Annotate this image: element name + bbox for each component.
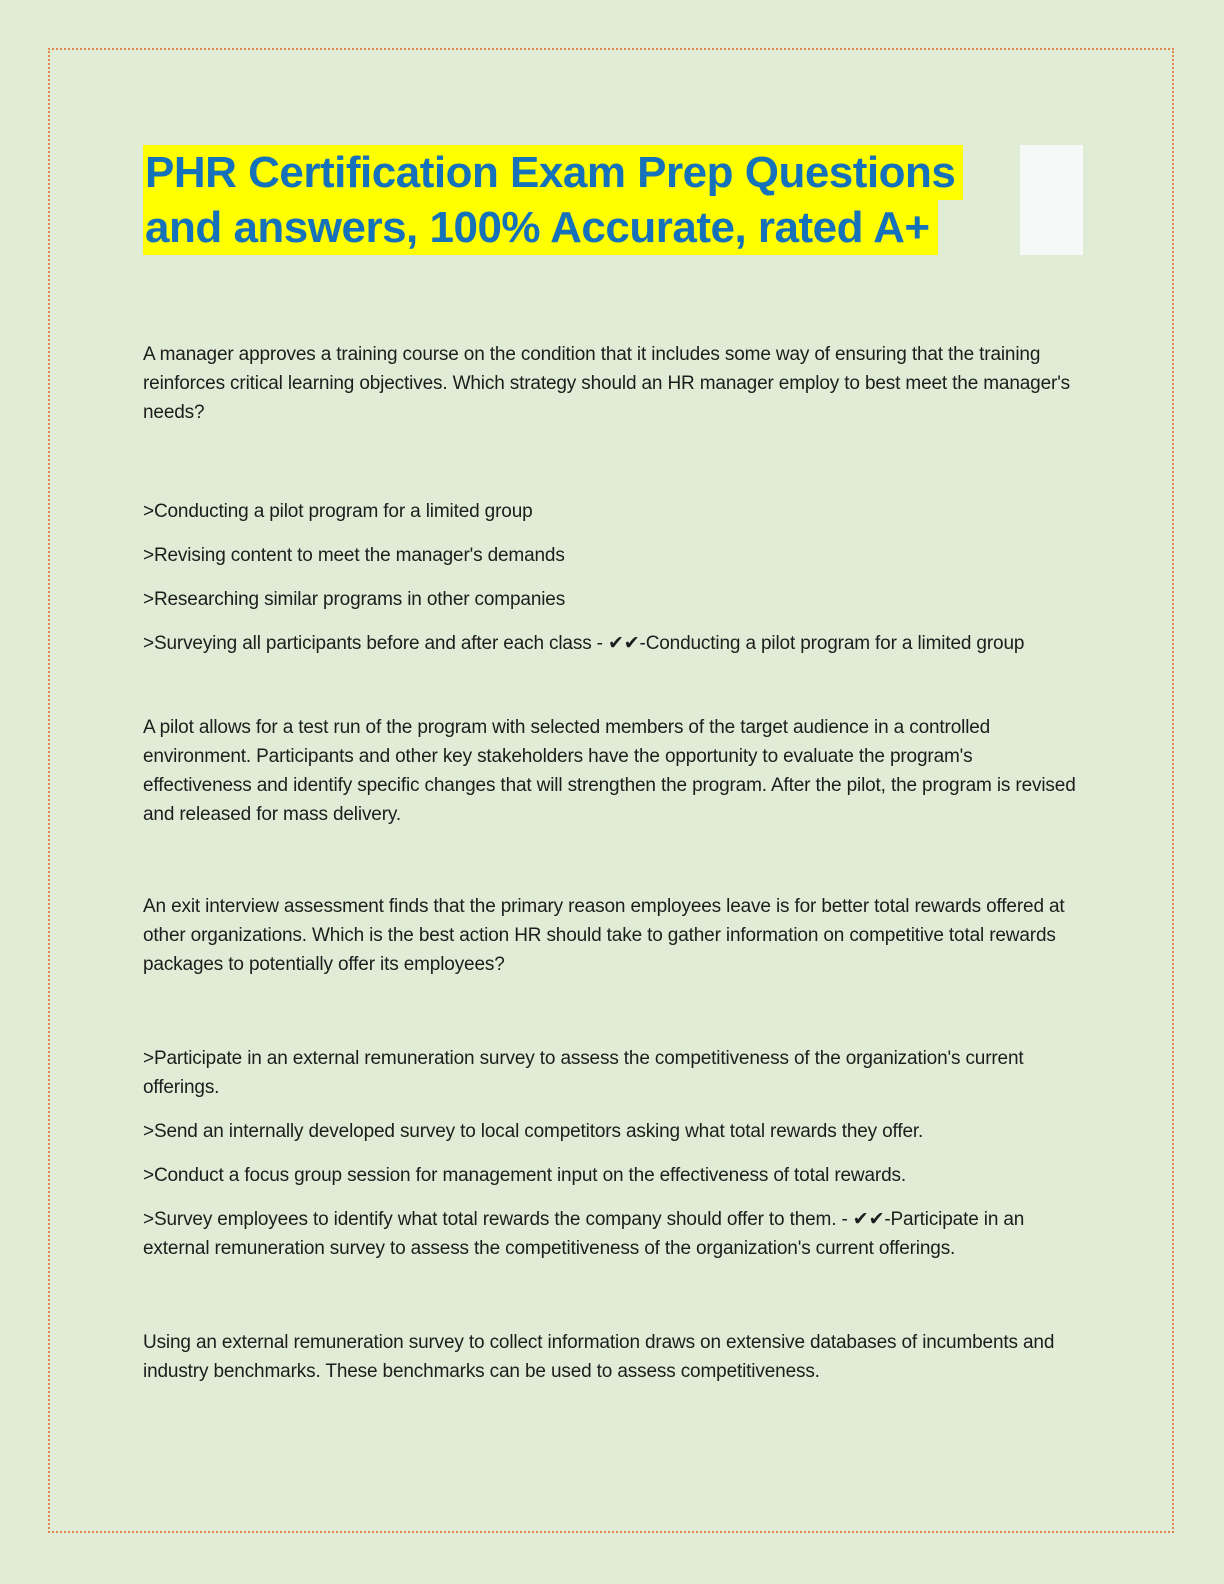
document-title xyxy=(143,145,1083,255)
question-2-option-2: >Send an internally developed survey to local competitors asking what total rewards they offer. xyxy=(143,1121,924,1142)
question-2-option-4-with-answer: >Survey employees to identify what total rewards the company should offer to them. - ✔✔-Participate in an external remuneration survey to assess the competitiveness of the organization's current offerings. xyxy=(143,1209,1025,1259)
question-1-option-1: >Conducting a pilot program for a limited group xyxy=(143,501,533,522)
question-1-option-4-with-answer: >Surveying all participants before and after each class - ✔✔-Conducting a pilot program for a limited group xyxy=(143,633,1025,654)
title-line-1: PHR Certification Exam Prep Questions xyxy=(143,145,963,200)
title-line-2: and answers, 100% Accurate, rated A+ xyxy=(143,200,938,255)
question-1-option-3: >Researching similar programs in other companies xyxy=(143,589,566,610)
page-title xyxy=(143,145,1083,255)
question-1-explanation: A pilot allows for a test run of the program with selected members of the target audience in a controlled environment. Participants and other key stakeholders have the opportunity to evaluate the program's effectiveness and identify specific changes that will strengthen the program. After the pilot, the program is revised and released for mass delivery. xyxy=(143,717,1076,825)
question-2-explanation: Using an external remuneration survey to collect information draws on extensive databases of incumbents and industry benchmarks. These benchmarks can be used to assess competitiveness. xyxy=(143,1332,1055,1382)
question-2-option-1: >Participate in an external remuneration survey to assess the competitiveness of the organization's current offerings. xyxy=(143,1048,1024,1098)
question-1-text: A manager approves a training course on the condition that it includes some way of ensuring that the training reinforces critical learning objectives. Which strategy should an HR manager employ to best meet the manager's needs? xyxy=(143,344,1071,423)
document-content xyxy=(143,145,1083,1401)
question-2-option-3: >Conduct a focus group session for management input on the effectiveness of total rewards. xyxy=(143,1165,906,1186)
question-1-option-2: >Revising content to meet the manager's demands xyxy=(143,545,565,566)
question-2-text: An exit interview assessment finds that the primary reason employees leave is for better total rewards offered at other organizations. Which is the best action HR should take to gather information on competitive total rewards packages to potentially offer its employees? xyxy=(143,896,1065,975)
